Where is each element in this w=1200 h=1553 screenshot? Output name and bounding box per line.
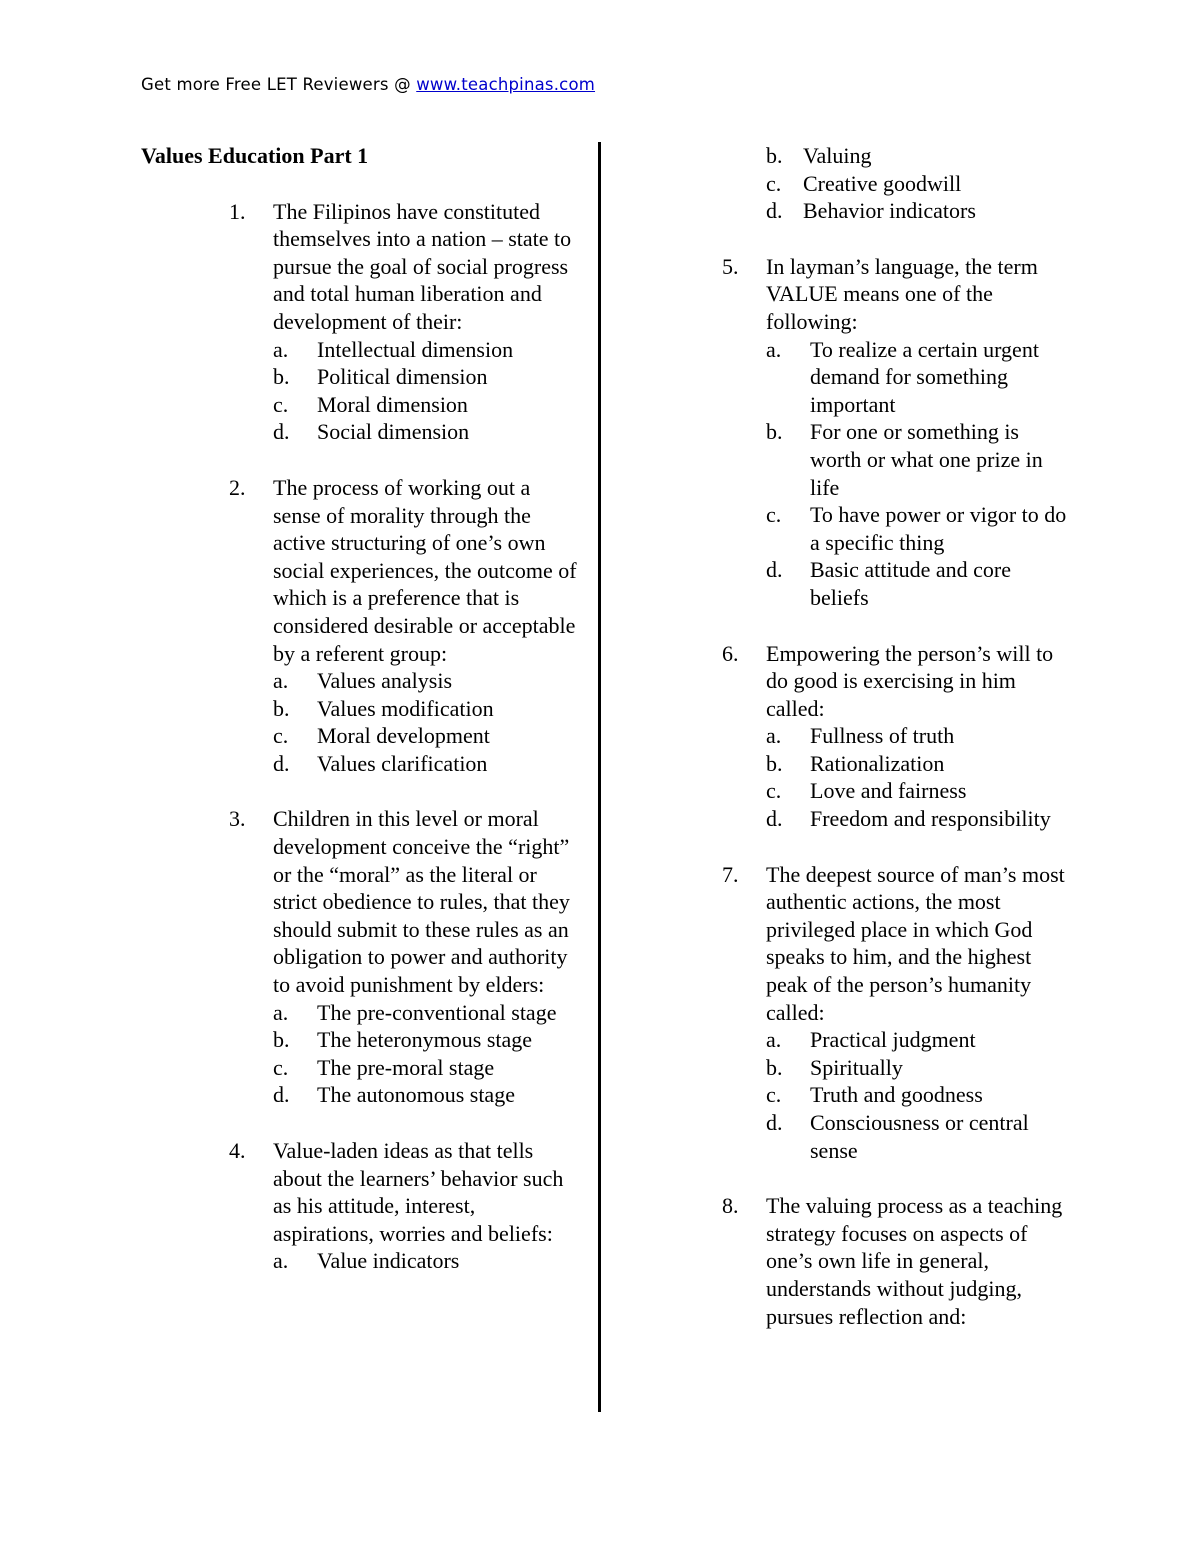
question-text: Value-laden ideas as that tells about the learners’ behavior such as his attitude, interest, aspirations, worries and beliefs: (273, 1138, 564, 1246)
option-letter: d. (766, 557, 783, 583)
option-text: Behavior indicators (803, 198, 976, 224)
option-letter: b. (273, 364, 290, 390)
question-stem (229, 474, 581, 667)
option-text: The autonomous stage (317, 1082, 515, 1108)
question-7 (722, 861, 1072, 1165)
option-text: Values analysis (317, 668, 453, 694)
answer-option (722, 1026, 1072, 1054)
question-number: 7. (722, 861, 739, 887)
option-letter: c. (766, 778, 782, 804)
question-text: The process of working out a sense of morality through the active structuring of one’s own social experiences, the outcome of which is a preference that is considered desirable or acceptable by a referent group: (273, 474, 577, 666)
option-text: Valuing (803, 143, 872, 168)
question-number: 2. (229, 474, 246, 500)
question-text: Empowering the person’s will to do good is exercising in him called: (766, 640, 1054, 721)
answer-option (229, 999, 581, 1027)
option-letter: a. (766, 1027, 782, 1053)
question-1 (229, 198, 581, 446)
option-letter: d. (766, 1110, 783, 1135)
answer-option (229, 1081, 581, 1109)
option-text: Consciousness or central sense (810, 1110, 1029, 1163)
option-letter: a. (273, 1248, 289, 1274)
option-letter: c. (766, 502, 782, 528)
right-column (722, 142, 1072, 1358)
option-letter: a. (766, 723, 782, 749)
option-letter: c. (273, 391, 289, 417)
option-text: Practical judgment (810, 1027, 976, 1053)
question-text: Children in this level or moral development conceive the “right” or the “moral” as the literal or strict obedience to rules, that they should submit to these rules as an obligation to power and authority to avoid punishment by elders: (273, 806, 570, 998)
option-letter: c. (273, 1054, 289, 1080)
option-text: The heteronymous stage (317, 1027, 533, 1053)
question-text: The valuing process as a teaching strategy focuses on aspects of one’s own life in general, understands without judging, pursues reflection and: (766, 1193, 1063, 1329)
answer-option (229, 418, 581, 446)
answer-option (722, 1054, 1072, 1082)
option-text: The pre-moral stage (317, 1054, 495, 1080)
option-text: To have power or vigor to do a specific thing (810, 502, 1067, 555)
option-letter: b. (273, 695, 290, 721)
option-letter: d. (273, 1082, 290, 1108)
question-text: In layman’s language, the term VALUE means one of the following: (766, 253, 1038, 334)
option-letter: a. (273, 668, 289, 694)
option-text: Spiritually (810, 1054, 903, 1080)
answer-option (229, 695, 581, 723)
option-text: Fullness of truth (810, 723, 955, 749)
option-letter: b. (766, 750, 783, 776)
option-text: Values clarification (317, 750, 488, 776)
option-letter: d. (273, 750, 290, 776)
option-text: Truth and goodness (810, 1082, 983, 1108)
answer-option (722, 777, 1072, 805)
question-5 (722, 253, 1072, 612)
answer-option (229, 391, 581, 419)
answer-option (229, 667, 581, 695)
question-2 (229, 474, 581, 778)
answer-option (722, 418, 1072, 501)
option-letter: b. (766, 1054, 783, 1080)
answer-option (722, 336, 1072, 419)
option-letter: d. (273, 419, 290, 445)
option-text: Moral development (317, 723, 490, 749)
question-text: The deepest source of man’s most authentic actions, the most privileged place in which God speaks to him, and the highest peak of the person’s humanity called: (766, 861, 1065, 1025)
header-link[interactable]: www.teachpinas.com (416, 75, 596, 94)
question-stem (229, 1137, 581, 1247)
question-stem (229, 805, 581, 998)
option-letter: a. (273, 336, 289, 362)
option-text: Intellectual dimension (317, 336, 514, 362)
option-text: Moral dimension (317, 391, 468, 417)
option-letter: c. (273, 723, 289, 749)
answer-option (722, 1081, 1072, 1109)
answer-option (229, 1054, 581, 1082)
option-letter: a. (273, 999, 289, 1025)
option-letter: d. (766, 198, 783, 224)
option-text: Value indicators (317, 1248, 460, 1274)
option-text: For one or something is worth or what one prize in life (810, 419, 1043, 500)
option-text: Political dimension (317, 364, 488, 390)
left-column (141, 142, 581, 1303)
answer-option (722, 142, 1072, 170)
answer-option (229, 336, 581, 364)
question-stem (722, 1192, 1072, 1330)
option-text: Rationalization (810, 750, 945, 776)
option-letter: b. (766, 419, 783, 445)
answer-option (722, 170, 1072, 198)
answer-option (722, 750, 1072, 778)
question-stem (722, 640, 1072, 723)
answer-option (722, 1109, 1072, 1164)
option-letter: c. (766, 170, 782, 196)
question-stem (229, 198, 581, 336)
question-4 (229, 1137, 581, 1275)
question-number: 3. (229, 806, 246, 832)
option-letter: c. (766, 1082, 782, 1108)
option-text: Freedom and responsibility (810, 806, 1051, 832)
option-text: To realize a certain urgent demand for something important (810, 336, 1039, 417)
question-stem (722, 253, 1072, 336)
question-number: 6. (722, 640, 739, 666)
option-text: Creative goodwill (803, 170, 962, 196)
question-4-continued (722, 142, 1072, 225)
answer-option (229, 363, 581, 391)
question-number: 4. (229, 1138, 246, 1163)
question-8 (722, 1192, 1072, 1330)
question-6 (722, 640, 1072, 833)
answer-option (722, 197, 1072, 225)
option-letter: b. (766, 143, 783, 168)
answer-option (229, 722, 581, 750)
option-text: Values modification (317, 695, 494, 721)
answer-option (722, 501, 1072, 556)
answer-option (722, 556, 1072, 611)
header-prefix: Get more Free LET Reviewers @ (141, 75, 417, 94)
answer-option (722, 805, 1072, 833)
option-letter: a. (766, 336, 782, 362)
answer-option (229, 1247, 581, 1275)
option-text: Social dimension (317, 419, 470, 445)
option-letter: b. (273, 1027, 290, 1053)
column-divider (598, 142, 601, 1412)
question-text: The Filipinos have constituted themselves into a nation – state to pursue the goal of social progress and total human liberation and development of their: (273, 198, 572, 334)
page-header (141, 75, 595, 94)
question-number: 1. (229, 198, 246, 224)
option-letter: d. (766, 806, 783, 832)
answer-option (229, 1026, 581, 1054)
option-text: Love and fairness (810, 778, 967, 804)
answer-option (722, 722, 1072, 750)
question-number: 8. (722, 1193, 739, 1219)
question-3 (229, 805, 581, 1109)
question-stem (722, 861, 1072, 1027)
option-text: The pre-conventional stage (317, 999, 557, 1025)
answer-option (229, 750, 581, 778)
option-text: Basic attitude and core beliefs (810, 557, 1011, 610)
question-number: 5. (722, 253, 739, 279)
document-title: Values Education Part 1 (141, 143, 369, 168)
